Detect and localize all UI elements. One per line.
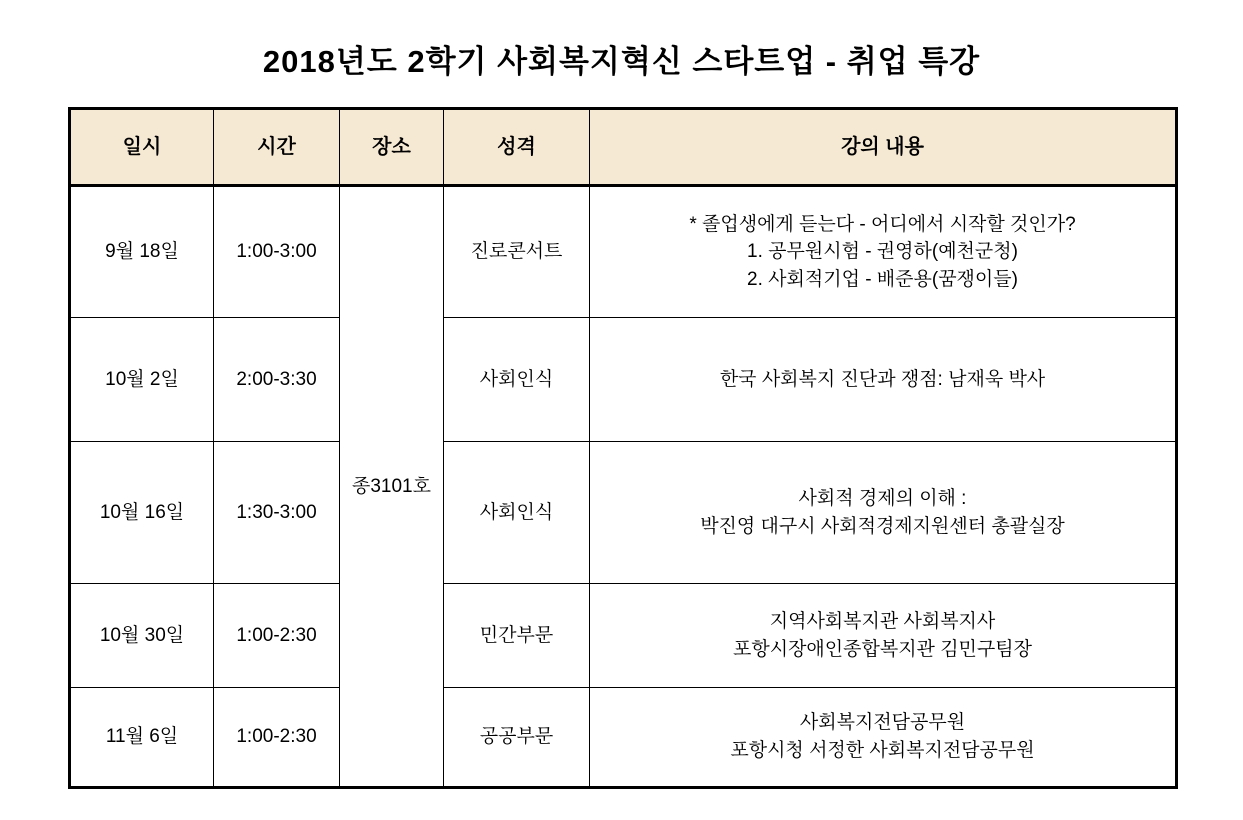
cell-time: 1:00-2:30 xyxy=(214,688,340,788)
description-line: 사회복지전담공무원 xyxy=(799,712,966,734)
description-line: 박진영 대구시 사회적경제지원센터 총괄실장 xyxy=(700,515,1065,537)
column-header-description: 강의 내용 xyxy=(590,109,1177,186)
cell-description xyxy=(590,442,1177,584)
table-row xyxy=(70,584,1177,688)
description-line: 2. 사회적기업 - 배준용(꿈쟁이들) xyxy=(747,268,1018,290)
cell-date: 10월 30일 xyxy=(70,584,214,688)
column-header-place: 장소 xyxy=(340,109,444,186)
cell-description xyxy=(590,186,1177,318)
description-line: 한국 사회복지 진단과 쟁점: 남재욱 박사 xyxy=(719,368,1046,390)
description-line: 포항시장애인종합복지관 김민구팀장 xyxy=(733,638,1032,660)
cell-time: 2:00-3:30 xyxy=(214,318,340,442)
cell-type: 공공부문 xyxy=(444,688,590,788)
column-header-time: 시간 xyxy=(214,109,340,186)
description-line: 지역사회복지관 사회복지사 xyxy=(769,610,996,632)
cell-date: 11월 6일 xyxy=(70,688,214,788)
description-line: 1. 공무원시험 - 권영하(예천군청) xyxy=(747,241,1018,263)
description-line: * 졸업생에게 듣는다 - 어디에서 시작할 것인가? xyxy=(689,213,1076,235)
cell-type: 진로콘서트 xyxy=(444,186,590,318)
description-line: 사회적 경제의 이해 : xyxy=(798,487,967,509)
table-header-row xyxy=(70,109,1177,186)
table-row xyxy=(70,442,1177,584)
cell-type: 사회인식 xyxy=(444,442,590,584)
cell-type: 민간부문 xyxy=(444,584,590,688)
cell-type: 사회인식 xyxy=(444,318,590,442)
schedule-table xyxy=(68,107,1178,789)
schedule-table-container xyxy=(0,107,1243,789)
page-title: 2018년도 2학기 사회복지혁신 스타트업 - 취업 특강 xyxy=(262,44,981,79)
cell-description xyxy=(590,318,1177,442)
table-row xyxy=(70,688,1177,788)
cell-time: 1:00-2:30 xyxy=(214,584,340,688)
cell-date: 10월 16일 xyxy=(70,442,214,584)
table-row xyxy=(70,186,1177,318)
column-header-type: 성격 xyxy=(444,109,590,186)
table-row xyxy=(70,318,1177,442)
cell-date: 9월 18일 xyxy=(70,186,214,318)
cell-time: 1:30-3:00 xyxy=(214,442,340,584)
column-header-date: 일시 xyxy=(70,109,214,186)
table-body xyxy=(70,186,1177,788)
description-line: 포항시청 서정한 사회복지전담공무원 xyxy=(730,740,1035,761)
cell-description xyxy=(590,584,1177,688)
cell-place-merged: 종3101호 xyxy=(340,186,444,788)
cell-description xyxy=(590,688,1177,788)
cell-date: 10월 2일 xyxy=(70,318,214,442)
cell-time: 1:00-3:00 xyxy=(214,186,340,318)
table-header xyxy=(70,109,1177,186)
